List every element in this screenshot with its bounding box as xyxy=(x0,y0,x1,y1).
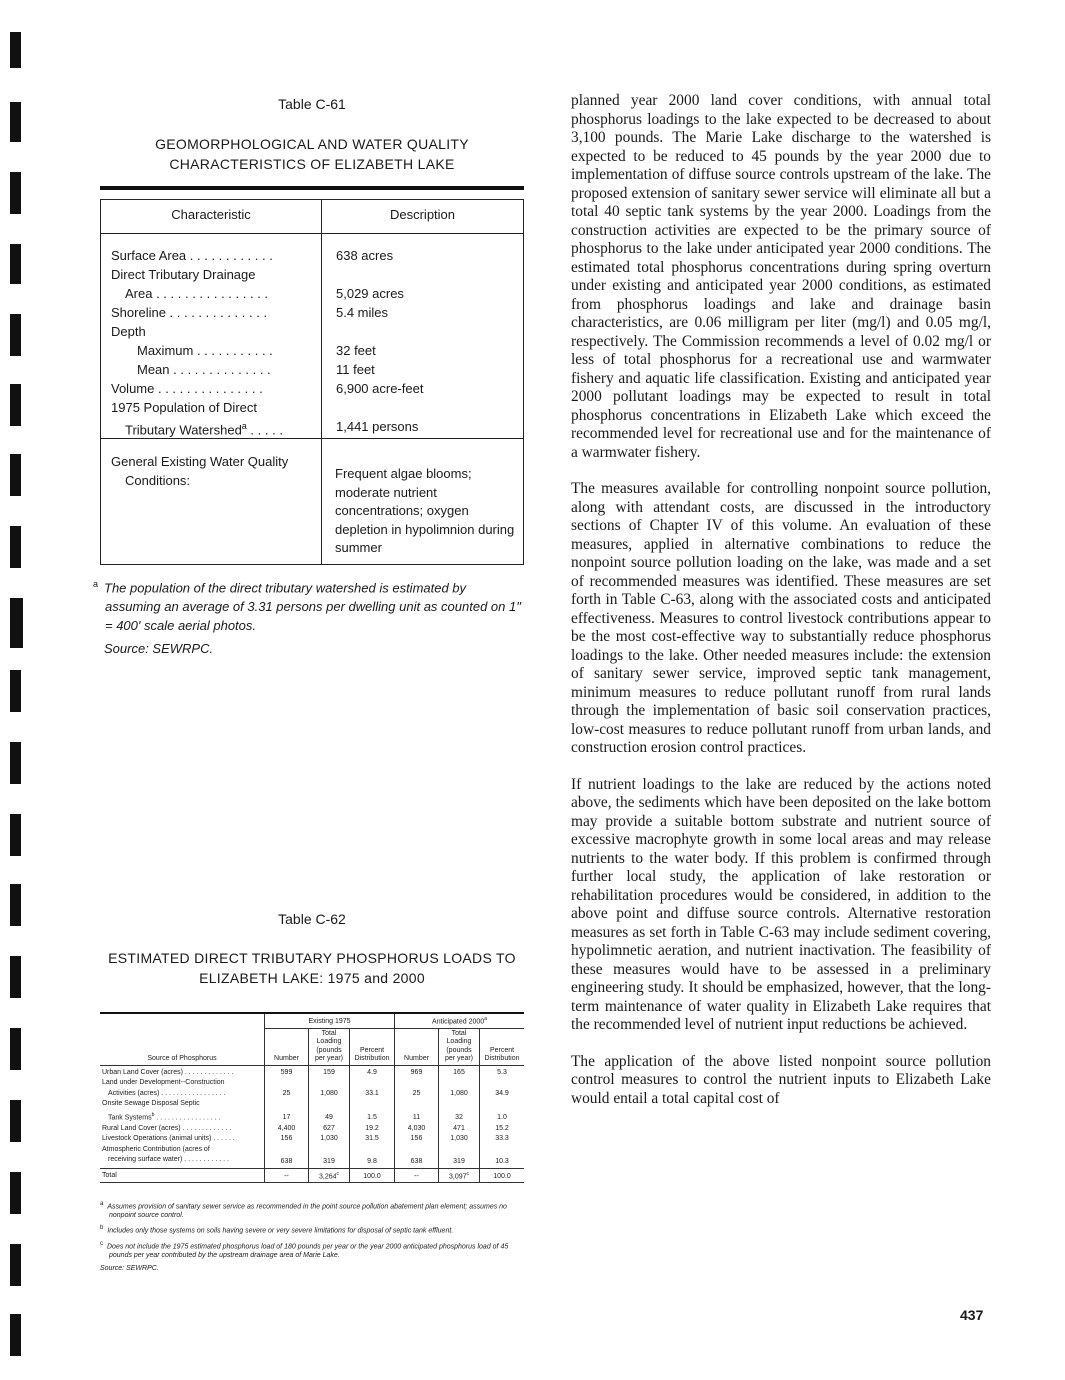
column-header-number: Number xyxy=(265,1028,309,1065)
source-cell: Livestock Operations (animal units) . . . . . . xyxy=(102,1135,235,1143)
column-header-source: Source of Phosphorus xyxy=(100,1013,265,1065)
table-c62-label: Table C-62 xyxy=(278,911,346,927)
binding-mark xyxy=(10,956,21,998)
percent-cell: 4.9 xyxy=(350,1065,395,1078)
row-value: 11 feet xyxy=(336,362,375,377)
percent-cell xyxy=(480,1099,525,1110)
binding-mark xyxy=(10,32,21,68)
percent-cell: 34.9 xyxy=(480,1089,525,1100)
source-cell: Rural Land Cover (acres) . . . . . . . . . . . . . xyxy=(102,1124,232,1132)
number-cell xyxy=(395,1099,439,1110)
number-cell: 25 xyxy=(395,1089,439,1100)
number-cell: 156 xyxy=(265,1134,309,1145)
footnote-marker: a xyxy=(93,579,99,589)
table-row xyxy=(100,1134,524,1145)
loading-cell xyxy=(309,1168,350,1183)
footnote-marker: c xyxy=(466,1170,470,1177)
number-cell xyxy=(265,1099,309,1110)
number-cell: 4,030 xyxy=(395,1124,439,1135)
footnote-marker: b xyxy=(151,1111,155,1118)
column-header-percent: Percent Distribution xyxy=(350,1028,395,1065)
percent-cell xyxy=(480,1145,525,1156)
number-cell xyxy=(265,1145,309,1156)
footnote-marker: a xyxy=(241,421,247,431)
loading-cell xyxy=(309,1078,350,1089)
row-value: 5.4 miles xyxy=(336,305,389,320)
footnote-marker: c xyxy=(100,1240,103,1247)
row-label: Mean . . . . . . . . . . . . . . xyxy=(137,362,271,377)
table-c62-footnote xyxy=(100,1200,528,1220)
percent-cell: 100.0 xyxy=(350,1168,395,1183)
percent-cell xyxy=(350,1145,395,1156)
table-c61-title-line1: GEOMORPHOLOGICAL AND WATER QUALITY xyxy=(155,136,469,152)
loading-cell: 319 xyxy=(439,1155,480,1168)
row-label: Direct Tributary Drainage xyxy=(111,267,256,282)
total-value: 3,264 xyxy=(318,1172,337,1180)
row-label: Shoreline . . . . . . . . . . . . . . xyxy=(111,305,268,320)
source-cell: receiving surface water) . . . . . . . . . . . . xyxy=(108,1156,229,1164)
page-number: 437 xyxy=(960,1307,984,1323)
loading-cell xyxy=(309,1145,350,1156)
binding-mark xyxy=(10,244,21,284)
leader-dots: . . . . . xyxy=(246,422,283,438)
table-c62-title xyxy=(100,948,524,988)
number-cell: 969 xyxy=(395,1065,439,1078)
conditions-label-2: Conditions: xyxy=(125,473,191,488)
percent-cell: 15.2 xyxy=(480,1124,525,1135)
percent-cell: 9.8 xyxy=(350,1155,395,1168)
loading-cell: 627 xyxy=(309,1124,350,1135)
table-row xyxy=(100,1099,524,1110)
row-value: 32 feet xyxy=(336,343,376,358)
percent-cell: 19.2 xyxy=(350,1124,395,1135)
row-label: Depth xyxy=(111,324,146,339)
number-cell: 156 xyxy=(395,1134,439,1145)
body-paragraph: The measures available for controlling nonpoint source pollution, along with attendant costs, are discussed in the introductory sections of Chapter IV of this volume. An evaluation of these measures, applied in alternative combinations to reduce the nonpoint source pollution loading on the lake, was made and a set of recommended measures was identified. These measures are set forth in Table C-63, along with the associated costs and anticipated effectiveness. Measures to control livestock contributions appear to be the most cost-effective way to substantially reduce phosphorus loadings to the lake. Other needed measures include: the extension of sanitary sewer service, improved septic tank management, minimum measures to reduce pollutant runoff from rural lands through the implementation of basic soil conservation practices, low-cost measures to reduce pollutant runoff from urban lands, and construction erosion control practices. xyxy=(571,480,991,756)
loading-cell: 1,030 xyxy=(309,1134,350,1145)
source-cell: Atmospheric Contribution (acres of xyxy=(102,1145,210,1153)
table-c61-title xyxy=(100,134,524,174)
footnote-text: Includes only those systems on soils having severe or very severe limitations for disposal of septic tank effluent. xyxy=(107,1227,454,1235)
column-header-number: Number xyxy=(395,1028,439,1065)
number-cell: 11 xyxy=(395,1110,439,1124)
table-c62-source: Source: SEWRPC. xyxy=(100,1264,159,1272)
percent-cell: 1.0 xyxy=(480,1110,525,1124)
loading-cell: 165 xyxy=(439,1065,480,1078)
binding-mark xyxy=(10,1028,21,1070)
row-value: 5,029 acres xyxy=(336,286,404,301)
loading-cell xyxy=(439,1168,480,1183)
table-row xyxy=(100,1089,524,1100)
table-row xyxy=(100,1124,524,1135)
loading-cell: 1,080 xyxy=(439,1089,480,1100)
percent-cell: 33.1 xyxy=(350,1089,395,1100)
percent-cell xyxy=(350,1078,395,1089)
group-header-text: Anticipated 2000 xyxy=(432,1018,485,1026)
row-label xyxy=(125,417,283,439)
row-value: 1,441 persons xyxy=(336,419,419,434)
row-label: Volume . . . . . . . . . . . . . . . xyxy=(111,381,263,396)
table-row xyxy=(100,1155,524,1168)
column-header-percent: Percent Distribution xyxy=(480,1028,525,1065)
source-cell: Activities (acres) . . . . . . . . . . . . . . . . . xyxy=(108,1089,226,1097)
row-label: Maximum . . . . . . . . . . . xyxy=(137,343,273,358)
table-c61 xyxy=(100,199,524,565)
total-label: Total xyxy=(100,1168,265,1183)
binding-mark xyxy=(10,884,21,926)
percent-cell: 100.0 xyxy=(480,1168,525,1183)
binding-mark xyxy=(10,598,23,648)
loading-cell: 49 xyxy=(309,1110,350,1124)
binding-mark xyxy=(10,1314,21,1356)
percent-cell: 31.5 xyxy=(350,1134,395,1145)
column-header-description: Description xyxy=(389,207,456,222)
number-cell xyxy=(265,1078,309,1089)
body-paragraph: If nutrient loadings to the lake are reduced by the actions noted above, the sediments which have been deposited on the lake bottom may provide a suitable bottom substrate and nutrient source of excessive macrophyte growth in some local areas and may release nutrients to the water body. If this problem is confirmed through further local study, the application of lake restoration or rehabilitation procedures would be considered, in addition to the above point and diffuse source controls. Alternative restoration measures as set forth in Table C-63 may include sediment covering, hypolimnetic aeration, and nutrient inactivation. The feasibility of these measures would have to be assessed in a preliminary engineering study. It should be emphasized, however, that the long-term maintenance of water quality in Elizabeth Lake requires that the recommended level of nutrient input reductions be achieved. xyxy=(571,775,991,1033)
column-header-total-loading: Total Loading (pounds per year) xyxy=(439,1028,480,1065)
number-cell xyxy=(395,1078,439,1089)
body-text-column xyxy=(571,92,991,1126)
row-label: Surface Area . . . . . . . . . . . . xyxy=(111,248,273,263)
row-label: 1975 Population of Direct xyxy=(111,400,257,415)
column-divider xyxy=(321,200,322,564)
number-cell: -- xyxy=(265,1168,309,1183)
table-c61-title-line2: CHARACTERISTICS OF ELIZABETH LAKE xyxy=(169,156,455,172)
table-c61-label: Table C-61 xyxy=(278,96,346,112)
number-cell: 25 xyxy=(265,1089,309,1100)
table-row xyxy=(100,1145,524,1156)
body-paragraph: The application of the above listed nonpoint source pollution control measures to control the nutrient inputs to Elizabeth Lake would entail a total capital cost of xyxy=(571,1052,991,1107)
footnote-text: Assumes provision of sanitary sewer service as recommended in the point source pollution abatement plan element; assumes no nonpoint source control. xyxy=(107,1203,507,1220)
row-label: Area . . . . . . . . . . . . . . . . xyxy=(125,286,269,301)
loading-cell: 1,080 xyxy=(309,1089,350,1100)
table-c61-top-rule xyxy=(100,186,524,190)
binding-mark xyxy=(10,454,21,496)
loading-cell: 471 xyxy=(439,1124,480,1135)
binding-mark xyxy=(10,314,21,356)
header-rule xyxy=(101,233,523,234)
number-cell: 599 xyxy=(265,1065,309,1078)
conditions-label: General Existing Water Quality xyxy=(111,454,289,469)
binding-mark xyxy=(10,1100,21,1142)
table-c61-source: Source: SEWRPC. xyxy=(104,641,214,656)
loading-cell: 1,030 xyxy=(439,1134,480,1145)
table-row xyxy=(100,1065,524,1078)
footnote-marker: c xyxy=(336,1170,340,1177)
table-c62-footnote xyxy=(100,1240,528,1260)
conditions-description: Frequent algae blooms; moderate nutrient concentrations; oxygen depletion in hypolimnion during summer xyxy=(335,466,515,556)
footnote-marker: b xyxy=(100,1225,104,1232)
binding-mark xyxy=(10,742,21,784)
percent-cell: 5.3 xyxy=(480,1065,525,1078)
number-cell: -- xyxy=(395,1168,439,1183)
loading-cell xyxy=(439,1099,480,1110)
percent-cell xyxy=(480,1078,525,1089)
table-c62 xyxy=(100,1012,524,1183)
table-c62-footnote xyxy=(100,1224,528,1235)
source-cell: Land under Development--Construction xyxy=(102,1079,225,1087)
binding-mark xyxy=(10,1172,21,1214)
table-c61-footnote xyxy=(93,575,525,635)
footnote-marker: a xyxy=(100,1201,104,1207)
binding-mark xyxy=(10,102,21,142)
binding-mark xyxy=(10,526,21,568)
footnote-text: The population of the direct tributary watershed is estimated by assuming an average of 3.31 persons per dwelling unit as counted on 1" = 400' scale aerial photos. xyxy=(104,580,521,634)
footnote-marker: a xyxy=(484,1016,487,1022)
table-c62-title-line2: ELIZABETH LAKE: 1975 and 2000 xyxy=(199,970,425,986)
source-cell xyxy=(100,1110,265,1124)
column-header-total-loading: Total Loading (pounds per year) xyxy=(309,1028,350,1065)
number-cell xyxy=(395,1145,439,1156)
group-header-anticipated xyxy=(395,1013,525,1028)
table-total-row xyxy=(100,1168,524,1183)
binding-mark xyxy=(10,670,21,712)
footnote-text: Does not include the 1975 estimated phosphorus load of 180 pounds per year or the year 2000 anticipated phosphorus load of 45 pounds per year contributed by the upstream drainage area of Marie Lake. xyxy=(107,1242,509,1259)
body-paragraph: planned year 2000 land cover conditions, with annual total phosphorus loadings to the lake expected to be decreased to about 3,100 pounds. The Marie Lake discharge to the watershed is expected to be reduced to 45 pounds by the year 2000 due to implementation of diffuse source controls upstream of the lake. The proposed extension of sanitary sewer service will eliminate all but a total 40 septic tank systems by the year 2000. Loadings from the construction activities are expected to be the primary source of phosphorus to the lake under anticipated year 2000 conditions. The estimated total phosphorus concentrations during spring overturn under existing and anticipated year 2000 conditions, as estimated from phosphorus loadings and lake and drainage basin characteristics, are 0.06 milligram per liter (mg/l) and 0.05 mg/l, respectively. The Commission recommends a level of 0.02 mg/l or less of total phosphorus for a recreational use and warmwater fishery and aquatic life classification. Existing and anticipated year 2000 pollutant loadings may be expected to result in total phosphorus concentrations in Elizabeth Lake which exceed the recommended level for recreational use and for the maintenance of a warmwater fishery. xyxy=(571,92,991,461)
percent-cell xyxy=(350,1099,395,1110)
group-header-existing: Existing 1975 xyxy=(265,1013,395,1028)
number-cell: 4,400 xyxy=(265,1124,309,1135)
loading-cell: 32 xyxy=(439,1110,480,1124)
row-value: 6,900 acre-feet xyxy=(336,381,424,396)
number-cell: 638 xyxy=(395,1155,439,1168)
binding-mark xyxy=(10,1244,21,1286)
loading-cell xyxy=(309,1099,350,1110)
source-cell: Urban Land Cover (acres) . . . . . . . . . . . . . xyxy=(102,1068,234,1076)
table-c62-notes xyxy=(100,1200,528,1277)
percent-cell: 1.5 xyxy=(350,1110,395,1124)
loading-cell xyxy=(439,1078,480,1089)
table-c62-title-line1: ESTIMATED DIRECT TRIBUTARY PHOSPHORUS LOADS TO xyxy=(108,950,516,966)
total-value: 3,097 xyxy=(448,1172,467,1180)
source-cell: Onsite Sewage Disposal Septic xyxy=(102,1100,200,1108)
percent-cell: 10.3 xyxy=(480,1155,525,1168)
loading-cell xyxy=(439,1145,480,1156)
row-value: 638 acres xyxy=(336,248,394,263)
percent-cell: 33.3 xyxy=(480,1134,525,1145)
source-text: Tank Systems xyxy=(108,1114,152,1122)
number-cell: 638 xyxy=(265,1155,309,1168)
binding-mark xyxy=(10,814,21,856)
binding-mark xyxy=(10,384,21,426)
column-header-characteristic: Characteristic xyxy=(171,207,251,222)
binding-mark xyxy=(10,172,21,214)
row-label-text: Tributary Watershed xyxy=(125,422,242,438)
loading-cell: 159 xyxy=(309,1065,350,1078)
loading-cell: 319 xyxy=(309,1155,350,1168)
table-row xyxy=(100,1078,524,1089)
number-cell: 17 xyxy=(265,1110,309,1124)
table-header-row xyxy=(100,1013,524,1028)
leader-dots: . . . . . . . . . . . . . . . . . xyxy=(154,1114,221,1122)
table-row xyxy=(100,1110,524,1124)
